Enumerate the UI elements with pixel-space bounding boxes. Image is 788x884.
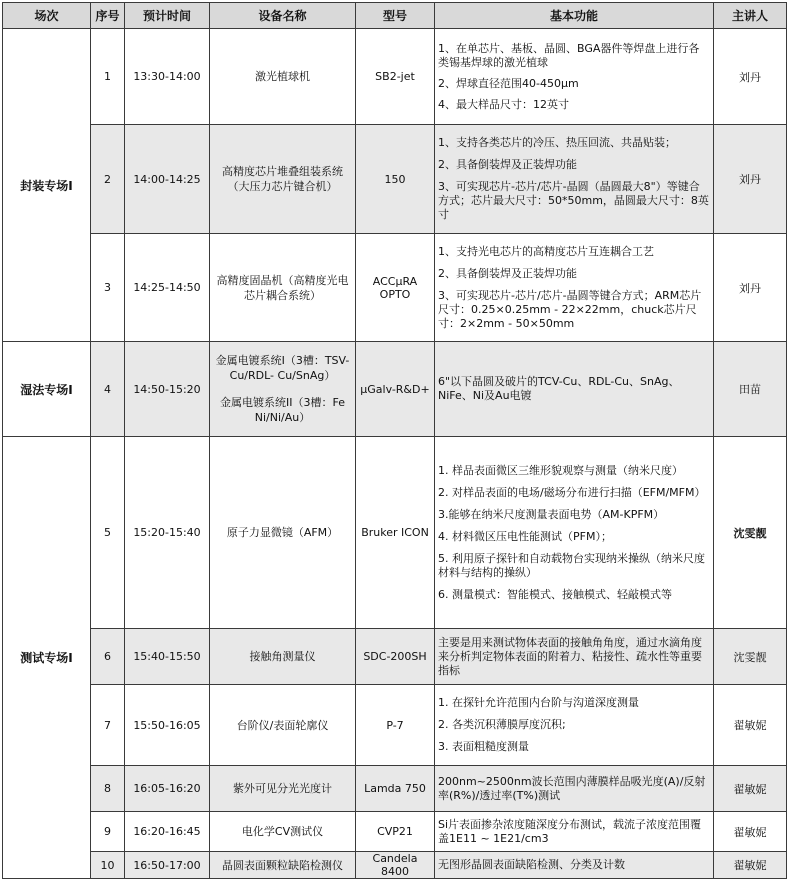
- function-line: 1、支持各类芯片的冷压、热压回流、共晶贴装；: [438, 136, 676, 149]
- function-line: 1、支持光电芯片的高精度芯片互连耦合工艺: [438, 244, 654, 258]
- row-model: CVP21: [356, 812, 435, 852]
- header-session: 场次: [3, 3, 91, 29]
- session-cell-testing: 测试专场I: [3, 437, 91, 879]
- row-no: 2: [91, 125, 125, 234]
- function-line: 200nm~2500nm波长范围内薄膜样品吸光度(A)/反射率(R%)/透过率(T%)测试: [438, 774, 706, 802]
- function-line: 5. 利用原子探针和自动载物台实现纳米操纵（纳米尺度材料与结构的操纵）: [438, 551, 705, 579]
- row-no: 3: [91, 234, 125, 342]
- row-model: P-7: [356, 685, 435, 766]
- row-function: [435, 234, 714, 342]
- function-line: 2. 对样品表面的电场/磁场分布进行扫描（EFM/MFM）: [438, 485, 706, 499]
- row-speaker: 沈雯靓: [714, 437, 787, 629]
- function-line: 4. 材料微区压电性能测试（PFM）；: [438, 529, 612, 543]
- function-line: 3.能够在纳米尺度测量表面电势（AM-KPFM）: [438, 507, 665, 521]
- table-row: [3, 766, 787, 812]
- device-name: 电化学CV测试仪: [241, 825, 324, 838]
- row-device: [210, 342, 356, 437]
- row-time: 15:50-16:05: [125, 685, 210, 766]
- row-speaker: 沈雯靓: [714, 629, 787, 685]
- row-model: μGalv-R&D+: [356, 342, 435, 437]
- row-time: 16:20-16:45: [125, 812, 210, 852]
- device-name: 高精度固晶机（高精度光电芯片耦合系统）: [216, 273, 349, 302]
- header-function: 基本功能: [435, 3, 714, 29]
- row-device: [210, 852, 356, 879]
- row-model: Bruker ICON: [356, 437, 435, 629]
- table-row: [3, 342, 787, 437]
- header-model: 型号: [356, 3, 435, 29]
- row-speaker: 刘丹: [714, 125, 787, 234]
- table-row: [3, 29, 787, 125]
- row-device: [210, 29, 356, 125]
- row-no: 1: [91, 29, 125, 125]
- function-line: 4、最大样品尺寸：12英寸: [438, 97, 569, 111]
- function-line: 1. 样品表面微区三维形貌观察与测量（纳米尺度）: [438, 463, 683, 477]
- function-line: 3、可实现芯片-芯片/芯片-晶圆等键合方式；ARM芯片尺寸：0.25×0.25mm - 22×22mm，chuck芯片尺寸：2×2mm - 50×50mm: [438, 288, 702, 330]
- table-row: [3, 437, 787, 629]
- function-line: 3、可实现芯片-芯片/芯片-晶圆（晶圆最大8"）等键合方式；芯片最大尺寸：50*50mm，晶圆最大尺寸：8英寸: [438, 180, 709, 221]
- device-name: 金属电镀系统I（3槽：TSV-Cu/RDL- Cu/SnAg）: [215, 354, 350, 382]
- row-speaker: 刘丹: [714, 29, 787, 125]
- row-device: [210, 685, 356, 766]
- session-cell-packaging: 封装专场I: [3, 29, 91, 342]
- row-model: ACCμRA OPTO: [356, 234, 435, 342]
- row-model: 150: [356, 125, 435, 234]
- row-speaker: 田苗: [714, 342, 787, 437]
- function-line: 1、在单芯片、基板、晶圆、BGA器件等焊盘上进行各类锡基焊球的激光植球: [438, 41, 700, 69]
- schedule-table: [2, 2, 787, 879]
- row-no: 4: [91, 342, 125, 437]
- row-no: 10: [91, 852, 125, 879]
- device-name: 接触角测量仪: [249, 650, 316, 663]
- header-no: 序号: [91, 3, 125, 29]
- row-model: Candela 8400: [356, 852, 435, 879]
- row-speaker: 翟敏妮: [714, 852, 787, 879]
- function-line: 2、焊球直径范围40-450μm: [438, 76, 579, 90]
- header-row: [3, 3, 787, 29]
- row-function: [435, 437, 714, 629]
- device-name: 台阶仪/表面轮廓仪: [236, 718, 329, 732]
- function-line: 6"以下晶圆及破片的TCV-Cu、RDL-Cu、SnAg、NiFe、Ni及Au电镀: [438, 375, 680, 402]
- header-speaker: 主讲人: [714, 3, 787, 29]
- function-line: 2、具备倒装焊及正装焊功能: [438, 266, 577, 280]
- function-line: 3. 表面粗糙度测量: [438, 740, 529, 753]
- function-line: 1. 在探针允许范围内台阶与沟道深度测量: [438, 696, 639, 709]
- row-function: [435, 852, 714, 879]
- row-function: [435, 125, 714, 234]
- row-function: [435, 29, 714, 125]
- function-line: 无图形晶圆表面缺陷检测、分类及计数: [438, 858, 625, 871]
- row-model: SB2-jet: [356, 29, 435, 125]
- row-device: [210, 766, 356, 812]
- row-device: [210, 125, 356, 234]
- row-time: 14:00-14:25: [125, 125, 210, 234]
- table-row: [3, 629, 787, 685]
- header-device: 设备名称: [210, 3, 356, 29]
- row-model: SDC-200SH: [356, 629, 435, 685]
- device-name: 晶圆表面颗粒缺陷检测仪: [222, 858, 343, 872]
- table-row: [3, 234, 787, 342]
- row-no: 9: [91, 812, 125, 852]
- table-row: [3, 852, 787, 879]
- row-no: 8: [91, 766, 125, 812]
- row-time: 14:50-15:20: [125, 342, 210, 437]
- device-name: 高精度芯片堆叠组装系统（大压力芯片键合机）: [222, 165, 343, 193]
- function-line: Si片表面掺杂浓度随深度分布测试，载流子浓度范围覆盖1E11 ~ 1E21/cm3: [438, 817, 702, 845]
- row-function: [435, 812, 714, 852]
- row-device: [210, 234, 356, 342]
- row-function: [435, 629, 714, 685]
- table-row: [3, 125, 787, 234]
- function-line: 2、具备倒装焊及正装焊功能: [438, 158, 577, 171]
- row-function: [435, 685, 714, 766]
- row-function: [435, 342, 714, 437]
- device-name: 紫外可见分光光度计: [233, 782, 332, 795]
- row-time: 16:05-16:20: [125, 766, 210, 812]
- function-line: 2. 各类沉积薄膜厚度沉积;: [438, 718, 566, 731]
- device-name: 金属电镀系统II（3槽：Fe Ni/Ni/Au）: [220, 396, 345, 424]
- row-no: 6: [91, 629, 125, 685]
- row-device: [210, 629, 356, 685]
- row-time: 15:20-15:40: [125, 437, 210, 629]
- table-row: [3, 812, 787, 852]
- row-model: Lamda 750: [356, 766, 435, 812]
- row-no: 7: [91, 685, 125, 766]
- row-speaker: 翟敏妮: [714, 812, 787, 852]
- row-device: [210, 437, 356, 629]
- function-line: 6. 测量模式：智能模式、接触模式、轻敲模式等: [438, 587, 672, 601]
- row-time: 16:50-17:00: [125, 852, 210, 879]
- device-name: 原子力显微镜（AFM）: [226, 526, 339, 539]
- row-time: 14:25-14:50: [125, 234, 210, 342]
- row-time: 15:40-15:50: [125, 629, 210, 685]
- row-speaker: 翟敏妮: [714, 685, 787, 766]
- session-cell-wet: 湿法专场I: [3, 342, 91, 437]
- row-time: 13:30-14:00: [125, 29, 210, 125]
- function-line: 主要是用来测试物体表面的接触角角度，通过水滴角度来分析判定物体表面的附着力、粘接性、疏水性等重要指标: [438, 635, 702, 677]
- table-row: [3, 685, 787, 766]
- row-device: [210, 812, 356, 852]
- header-time: 预计时间: [125, 3, 210, 29]
- row-no: 5: [91, 437, 125, 629]
- row-speaker: 翟敏妮: [714, 766, 787, 812]
- row-speaker: 刘丹: [714, 234, 787, 342]
- row-function: [435, 766, 714, 812]
- device-name: 激光植球机: [255, 70, 310, 83]
